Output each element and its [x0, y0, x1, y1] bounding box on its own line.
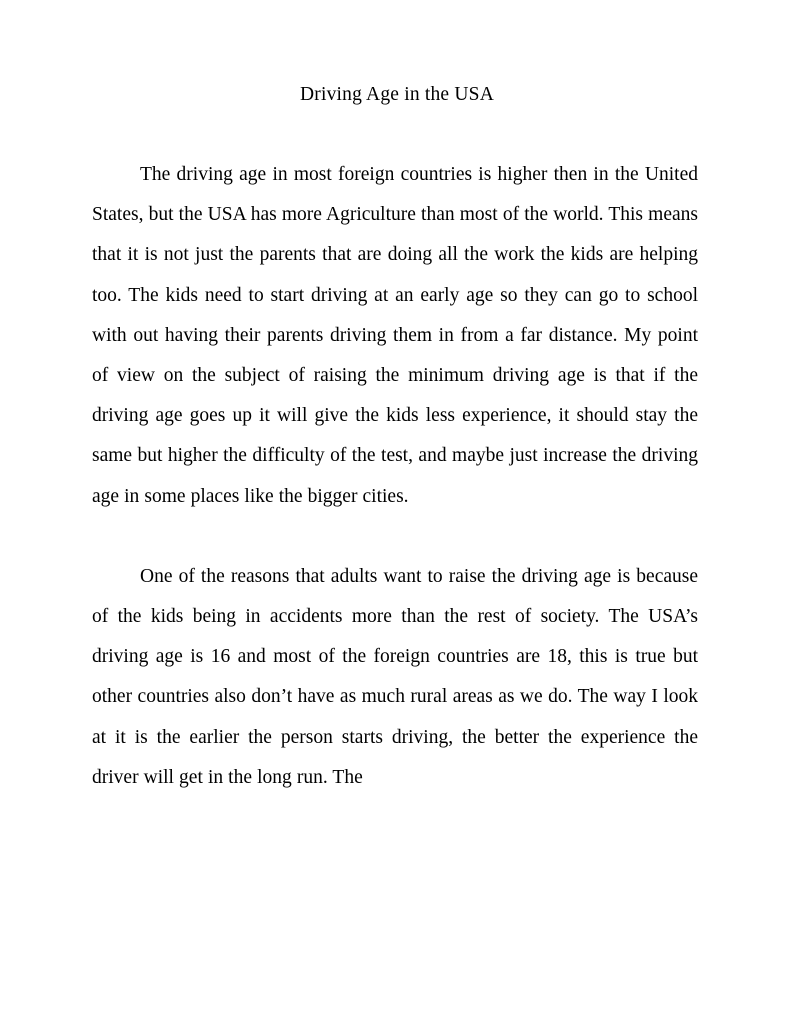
- paragraph-2: One of the reasons that adults want to raise the driving age is because of the kids being in accidents more than the rest of society. The USA’s driving age is 16 and most of the foreign countries are 18, this is true but other countries also don’t have as much rural areas as we do. The way I look at it is the earlier the person starts driving, the better the experience the driver will get in the long run. The: [92, 565, 698, 788]
- page-title: Driving Age in the USA: [300, 84, 494, 105]
- paragraph-1: The driving age in most foreign countries is higher then in the United States, but the USA has more Agriculture than most of the world. This means that it is not just the parents that are doing all the work the kids are helping too. The kids need to start driving at an early age so they can go to school with out having their parents driving them in from a far distance. My point of view on the subject of raising the minimum driving age is that if the driving age goes up it will give the kids less experience, it should stay the same but higher the difficulty of the test, and maybe just increase the driving age in some places like the bigger cities.: [92, 164, 698, 507]
- title-spacer: [92, 106, 698, 155]
- document-body: [92, 84, 698, 798]
